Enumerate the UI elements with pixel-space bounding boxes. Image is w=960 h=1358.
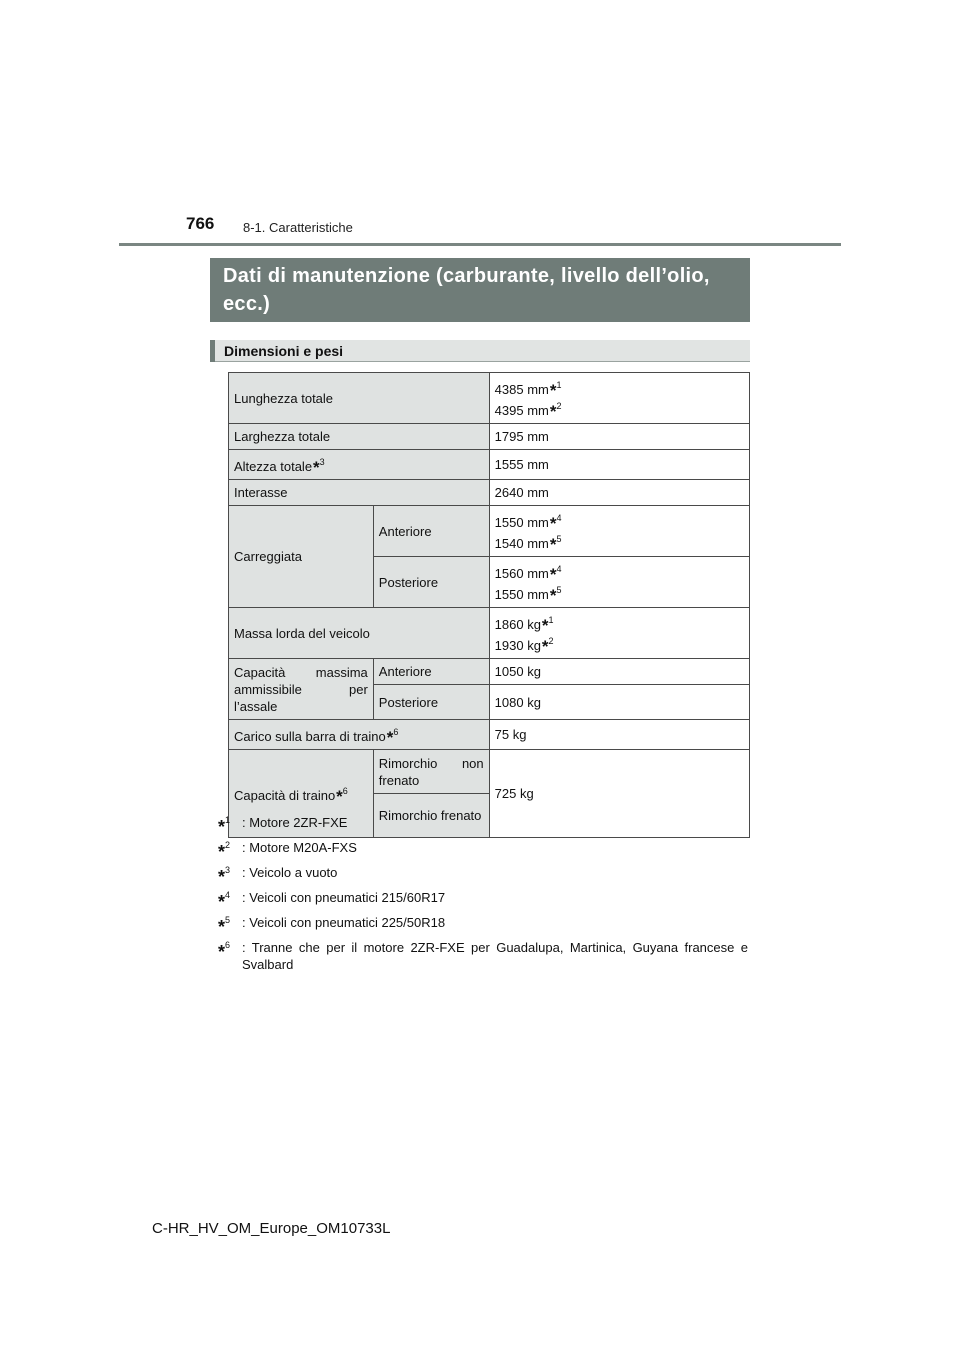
footnote bbox=[218, 864, 748, 887]
asterisk-icon: * bbox=[549, 402, 557, 421]
footnote-marker bbox=[218, 912, 231, 937]
row-label-towbar-load bbox=[229, 720, 490, 750]
row-label-gross-mass: Massa lorda del veicolo bbox=[229, 608, 490, 659]
label-text: Altezza totale bbox=[234, 459, 313, 474]
footnote-marker bbox=[218, 937, 231, 962]
label-text: Capacità di traino bbox=[234, 788, 336, 803]
table-row bbox=[229, 373, 750, 424]
footnote bbox=[218, 814, 748, 837]
table-row bbox=[229, 480, 750, 506]
footnote bbox=[218, 914, 748, 937]
footnote-text: : Tranne che per il motore 2ZR-FXE per Guadalupa, Martinica, Guyana francese e Svalbard bbox=[242, 940, 748, 972]
note-ref: 6 bbox=[393, 727, 399, 737]
document-footer: C-HR_HV_OM_Europe_OM10733L bbox=[152, 1220, 391, 1237]
value-line: 1550 mm bbox=[494, 515, 549, 530]
note-ref: 1 bbox=[556, 380, 562, 390]
footnote bbox=[218, 939, 748, 973]
row-value-track-front bbox=[489, 506, 749, 557]
table-row bbox=[229, 720, 750, 750]
asterisk-icon: * bbox=[549, 535, 557, 554]
footnote-number: 6 bbox=[225, 940, 231, 950]
footnote-text: : Motore 2ZR-FXE bbox=[242, 815, 348, 830]
note-ref: 2 bbox=[548, 636, 554, 646]
asterisk-icon: * bbox=[218, 917, 226, 937]
row-value-total-length bbox=[489, 373, 749, 424]
row-sublabel-axle-front: Anteriore bbox=[373, 659, 489, 685]
footnote-text: : Veicoli con pneumatici 225/50R18 bbox=[242, 915, 446, 930]
footnote-marker bbox=[218, 887, 231, 912]
asterisk-icon: * bbox=[549, 586, 557, 605]
footnote-number: 3 bbox=[225, 865, 231, 875]
value-line: 1930 kg bbox=[494, 638, 541, 653]
note-ref: 1 bbox=[548, 615, 554, 625]
note-ref: 3 bbox=[319, 457, 325, 467]
footnote-text: : Veicolo a vuoto bbox=[242, 865, 338, 880]
note-ref: 6 bbox=[342, 786, 348, 796]
table-row bbox=[229, 450, 750, 480]
asterisk-icon: * bbox=[336, 787, 343, 806]
table-row bbox=[229, 424, 750, 450]
row-label-track: Carreggiata bbox=[229, 506, 374, 608]
asterisk-icon: * bbox=[549, 514, 557, 533]
subheading-text: Dimensioni e pesi bbox=[224, 343, 344, 359]
asterisk-icon: * bbox=[218, 867, 226, 887]
row-sublabel-track-rear: Posteriore bbox=[373, 557, 489, 608]
specs-table bbox=[228, 372, 750, 838]
row-value-axle-rear: 1080 kg bbox=[489, 685, 749, 720]
footnote-marker bbox=[218, 812, 231, 837]
row-value-towing-capacity: 725 kg bbox=[489, 750, 749, 838]
row-label-total-width: Larghezza totale bbox=[229, 424, 490, 450]
asterisk-icon: * bbox=[541, 616, 549, 635]
footnote-number: 5 bbox=[225, 915, 231, 925]
row-value-gross-mass bbox=[489, 608, 749, 659]
note-ref: 4 bbox=[556, 564, 562, 574]
table-row bbox=[229, 608, 750, 659]
asterisk-icon: * bbox=[218, 817, 226, 837]
section-label: 8-1. Caratteristiche bbox=[243, 220, 353, 235]
asterisk-icon: * bbox=[386, 728, 394, 747]
row-value-wheelbase: 2640 mm bbox=[489, 480, 749, 506]
value-line: 1860 kg bbox=[494, 617, 541, 632]
table-row bbox=[229, 659, 750, 685]
row-value-total-width: 1795 mm bbox=[489, 424, 749, 450]
value-line: 1540 mm bbox=[494, 536, 549, 551]
footnote-marker bbox=[218, 862, 231, 887]
row-sublabel-unbraked: Rimorchio non frenato bbox=[373, 750, 489, 794]
table-row bbox=[229, 750, 750, 794]
row-label-axle-capacity: Capacità massima ammissibile per l’assale bbox=[229, 659, 374, 720]
row-value-axle-front: 1050 kg bbox=[489, 659, 749, 685]
subheading-bar bbox=[210, 340, 215, 362]
note-ref: 2 bbox=[556, 401, 562, 411]
asterisk-icon: * bbox=[218, 842, 226, 862]
table-row bbox=[229, 506, 750, 557]
footnote-number: 1 bbox=[225, 815, 231, 825]
row-value-total-height: 1555 mm bbox=[489, 450, 749, 480]
footnote-number: 2 bbox=[225, 840, 231, 850]
asterisk-icon: * bbox=[218, 892, 226, 912]
value-line: 1550 mm bbox=[494, 587, 549, 602]
footnote-number: 4 bbox=[225, 890, 231, 900]
section-title: Dati di manutenzione (carburante, livello dell’olio, ecc.) bbox=[210, 258, 750, 322]
footnote-text: : Motore M20A-FXS bbox=[242, 840, 357, 855]
value-line: 4385 mm bbox=[494, 382, 549, 397]
subheading bbox=[210, 340, 750, 362]
asterisk-icon: * bbox=[549, 565, 557, 584]
row-sublabel-braked: Rimorchio frenato bbox=[373, 794, 489, 838]
asterisk-icon: * bbox=[313, 458, 320, 477]
value-line: 4395 mm bbox=[494, 403, 549, 418]
note-ref: 5 bbox=[556, 534, 562, 544]
value-line: 1560 mm bbox=[494, 566, 549, 581]
row-label-total-height bbox=[229, 450, 490, 480]
row-sublabel-track-front: Anteriore bbox=[373, 506, 489, 557]
row-sublabel-axle-rear: Posteriore bbox=[373, 685, 489, 720]
note-ref: 4 bbox=[556, 513, 562, 523]
row-value-track-rear bbox=[489, 557, 749, 608]
footnote-marker bbox=[218, 837, 231, 862]
asterisk-icon: * bbox=[549, 381, 557, 400]
footnote-text: : Veicoli con pneumatici 215/60R17 bbox=[242, 890, 446, 905]
row-label-total-length: Lunghezza totale bbox=[229, 373, 490, 424]
footnote bbox=[218, 889, 748, 912]
header-rule bbox=[119, 243, 841, 246]
page-number: 766 bbox=[186, 214, 215, 233]
footnotes bbox=[218, 814, 748, 981]
row-label-wheelbase: Interasse bbox=[229, 480, 490, 506]
footnote bbox=[218, 839, 748, 862]
asterisk-icon: * bbox=[218, 942, 226, 962]
label-text: Carico sulla barra di traino bbox=[234, 729, 386, 744]
note-ref: 5 bbox=[556, 585, 562, 595]
asterisk-icon: * bbox=[541, 637, 549, 656]
row-value-towbar-load: 75 kg bbox=[489, 720, 749, 750]
